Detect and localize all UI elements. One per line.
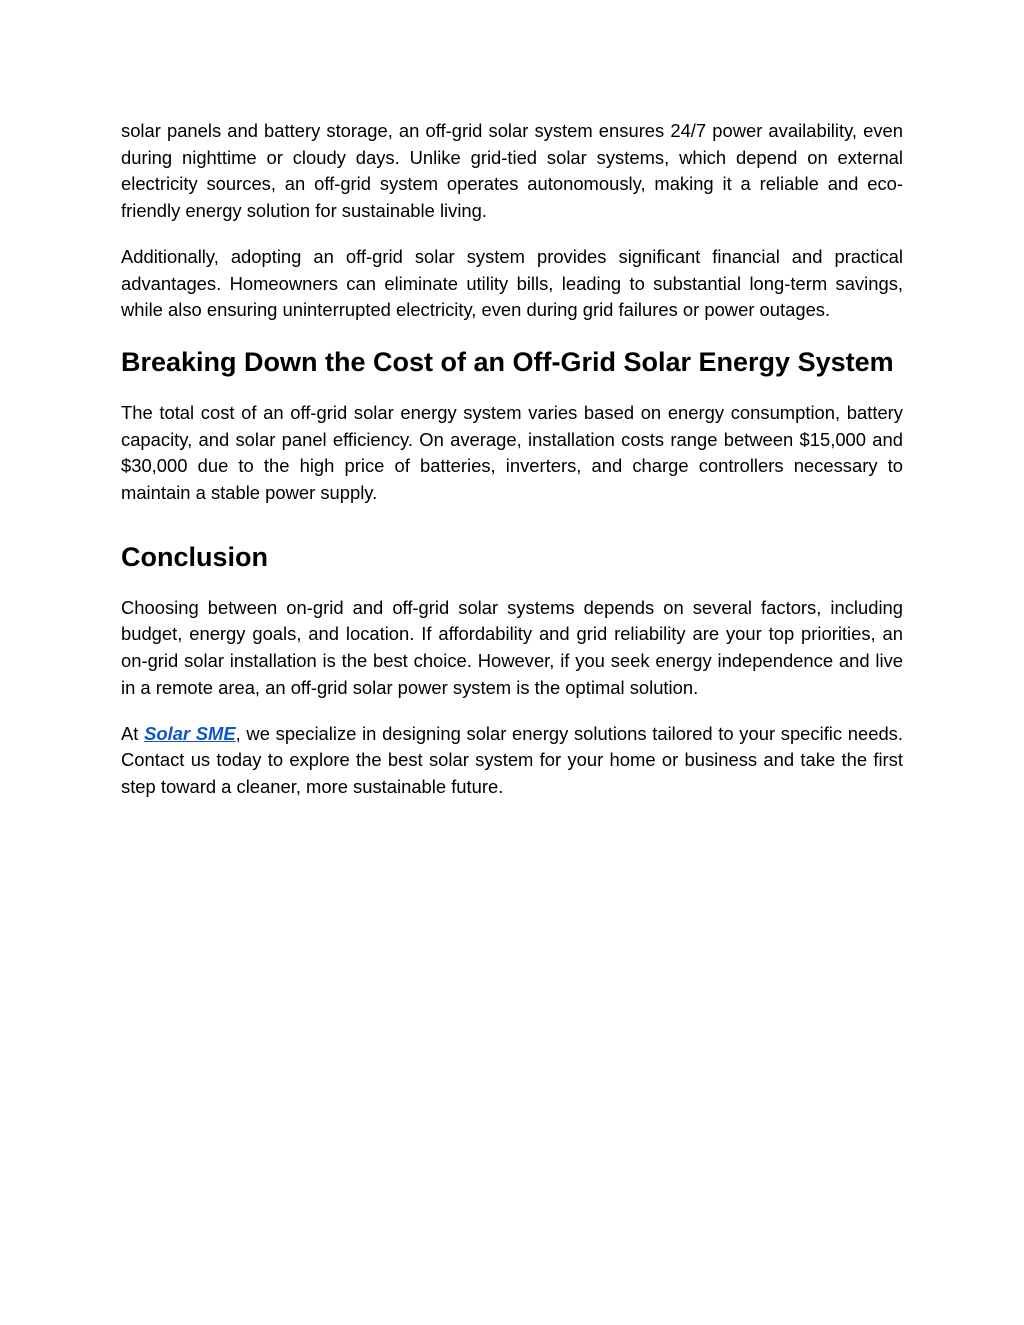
paragraph-conclusion: Choosing between on-grid and off-grid solar systems depends on several factors, including budget, energy goals, and location. If affordability and grid reliability are your top priorities, an on-grid solar installation is the best choice. However, if you seek energy independence and live in a remote area, an off-grid solar power system is the optimal solution. <box>121 596 903 698</box>
closing-prefix: At <box>121 722 145 744</box>
paragraph-advantages: Additionally, adopting an off-grid solar system provides significant financial and practical advantages. Homeowners can eliminate utility bills, leading to substantial long-term savings, while also ensuring uninterrupted electricity, even during grid failures or power outages. <box>121 245 903 321</box>
closing-suffix: , we specialize in designing solar energy solutions tailored to your specific needs. Contact us today to explore the best solar system for your home or business and take the first step toward a cleaner, more sustainable future. <box>121 722 903 797</box>
paragraph-closing <box>121 721 903 801</box>
heading-conclusion: Conclusion <box>121 541 268 572</box>
paragraph-cost: The total cost of an off-grid solar energy system varies based on energy consumption, battery capacity, and solar panel efficiency. On average, installation costs range between $15,000 and $30,000 due to the high price of batteries, inverters, and charge controllers necessary to maintain a stable power supply. <box>121 401 903 504</box>
heading-cost-breakdown: Breaking Down the Cost of an Off-Grid Solar Energy System <box>121 346 894 377</box>
solar-sme-link[interactable]: Solar SME <box>144 722 236 744</box>
paragraph-intro-continued: solar panels and battery storage, an off-grid solar system ensures 24/7 power availability, even during nighttime or cloudy days. Unlike grid-tied solar systems, which depend on external electricity sources, an off-grid system operates autonomously, making it a reliable and eco-friendly energy solution for sustainable living. <box>121 120 903 222</box>
document-page <box>121 118 903 801</box>
